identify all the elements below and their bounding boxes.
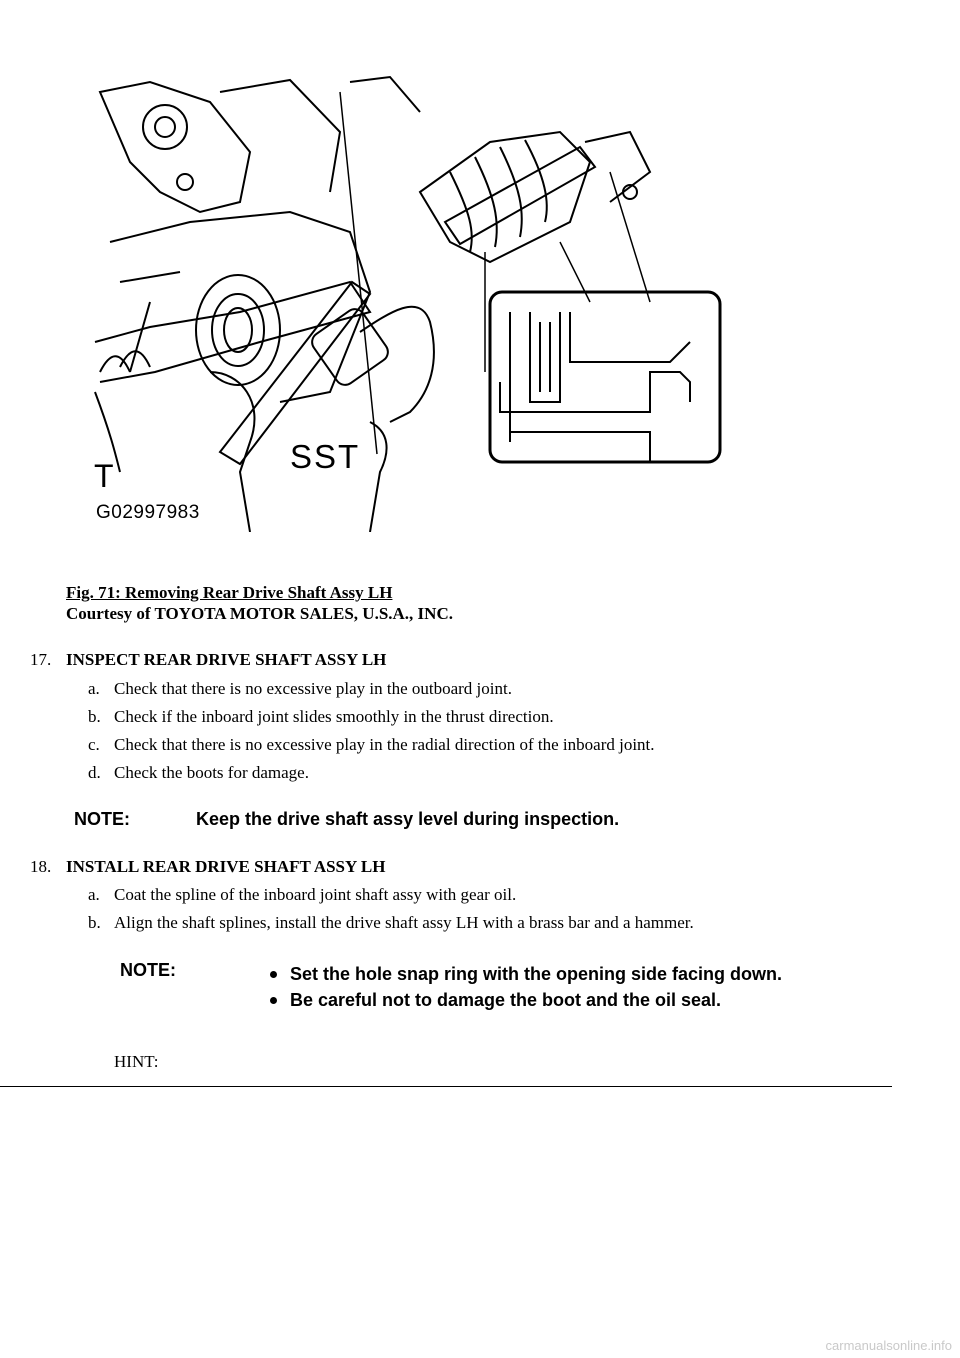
step-number: 18. (30, 857, 52, 876)
substep-letter: a. (88, 679, 100, 698)
page-divider (0, 1086, 892, 1087)
step-18 (30, 857, 385, 877)
note-bullet-item: Set the hole snap ring with the opening side facing down. (270, 964, 782, 990)
note-label: NOTE: (120, 960, 176, 980)
hint-label: HINT: (114, 1052, 159, 1071)
site-watermark: carmanualsonline.info (825, 1338, 952, 1353)
note-label: NOTE: (74, 809, 130, 829)
substep-17d (88, 763, 309, 783)
substep-17a (88, 679, 512, 699)
substep-17b (88, 707, 554, 727)
substep-text: Align the shaft splines, install the drive shaft assy LH with a brass bar and a hammer. (114, 913, 694, 932)
figure-caption (66, 582, 453, 624)
substep-text: Check that there is no excessive play in the outboard joint. (114, 679, 512, 698)
step-title: INSPECT REAR DRIVE SHAFT ASSY LH (66, 650, 387, 669)
substep-18b (88, 913, 694, 933)
substep-text: Check the boots for damage. (114, 763, 309, 782)
removal-illustration (90, 72, 730, 532)
substep-18a (88, 885, 516, 905)
note-bullet-list (270, 964, 782, 1016)
substep-text: Coat the spline of the inboard joint shaft assy with gear oil. (114, 885, 517, 904)
sst-label: SST (290, 438, 361, 475)
figure-courtesy: Courtesy of TOYOTA MOTOR SALES, U.S.A., INC. (66, 604, 453, 623)
view-t-label: T (94, 458, 114, 494)
step-title: INSTALL REAR DRIVE SHAFT ASSY LH (66, 857, 386, 876)
substep-text: Check if the inboard joint slides smoothly in the thrust direction. (114, 707, 554, 726)
note-text: Keep the drive shaft assy level during inspection. (196, 809, 620, 829)
substep-17c (88, 735, 655, 755)
substep-letter: a. (88, 885, 100, 904)
substep-letter: d. (88, 763, 101, 782)
step-number: 17. (30, 650, 52, 669)
step-17 (30, 650, 386, 670)
substep-text: Check that there is no excessive play in the radial direction of the inboard joint. (114, 735, 655, 754)
substep-letter: c. (88, 735, 100, 754)
figure-code: G02997983 (96, 502, 200, 523)
substep-letter: b. (88, 707, 101, 726)
figure-title: Fig. 71: Removing Rear Drive Shaft Assy LH (66, 583, 393, 602)
substep-letter: b. (88, 913, 101, 932)
note-bullet-item: Be careful not to damage the boot and the oil seal. (270, 990, 782, 1016)
